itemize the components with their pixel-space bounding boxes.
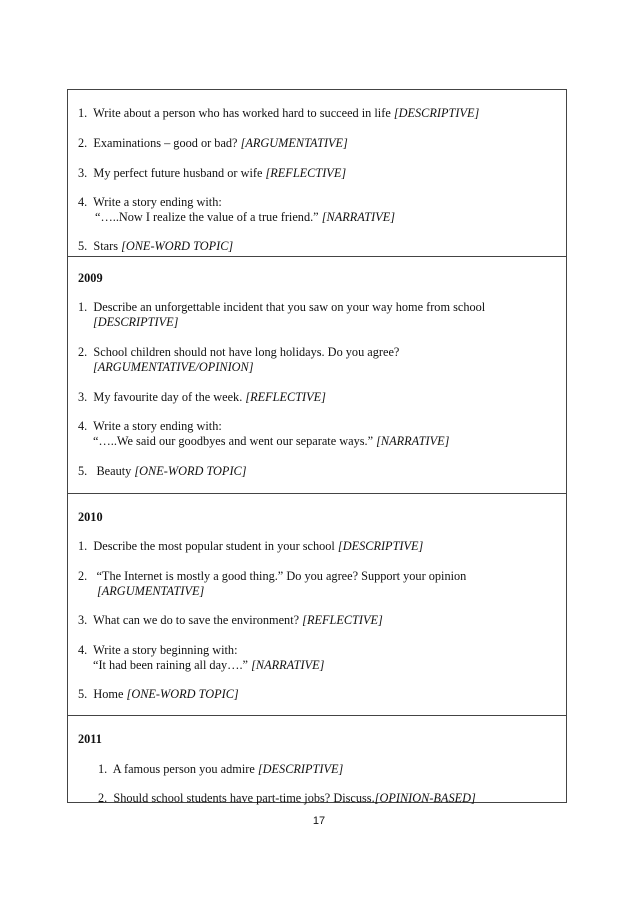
section-2009 [68, 256, 566, 493]
topic-item-continuation: “…..Now I realize the value of a true friend.” [NARRATIVE] [95, 210, 396, 224]
topic-item: 2. School children should not have long holidays. Do you agree? [78, 345, 400, 359]
topic-item: 5. Home [ONE-WORD TOPIC] [78, 687, 239, 701]
topic-item: 5. Beauty [ONE-WORD TOPIC] [78, 464, 247, 478]
topics-table [67, 89, 567, 803]
section-continued [68, 90, 566, 256]
section-2011 [68, 715, 566, 805]
topic-item: 1. Describe the most popular student in your school [DESCRIPTIVE] [78, 539, 424, 553]
year-heading: 2011 [78, 732, 102, 746]
topic-item: 2. Examinations – good or bad? [ARGUMENTATIVE] [78, 136, 348, 150]
topic-item-continuation: “…..We said our goodbyes and went our separate ways.” [NARRATIVE] [93, 434, 450, 448]
topic-item: 2. Should school students have part-time jobs? Discuss.[OPINION-BASED] [98, 791, 476, 805]
year-heading: 2010 [78, 510, 103, 524]
topic-item: 3. What can we do to save the environment? [REFLECTIVE] [78, 613, 383, 627]
page-number: 17 [312, 815, 326, 827]
topic-item: 4. Write a story ending with: [78, 419, 222, 433]
topic-item: 5. Stars [ONE-WORD TOPIC] [78, 239, 234, 253]
topic-item: 1. A famous person you admire [DESCRIPTIVE] [98, 762, 344, 776]
topic-tag: [ARGUMENTATIVE/OPINION] [93, 360, 254, 374]
topic-item: 4. Write a story beginning with: [78, 643, 238, 657]
topic-tag: [ARGUMENTATIVE] [97, 584, 205, 598]
topic-item: 4. Write a story ending with: [78, 195, 222, 209]
topic-item: 1. Describe an unforgettable incident that you saw on your way home from school [78, 300, 486, 314]
topic-item: 3. My favourite day of the week. [REFLECTIVE] [78, 390, 326, 404]
topic-item: 3. My perfect future husband or wife [REFLECTIVE] [78, 166, 347, 180]
topic-item: 2. “The Internet is mostly a good thing.” Do you agree? Support your opinion [78, 569, 467, 583]
year-heading: 2009 [78, 271, 103, 285]
topic-item: 1. Write about a person who has worked hard to succeed in life [DESCRIPTIVE] [78, 106, 480, 120]
topic-tag: [DESCRIPTIVE] [93, 315, 179, 329]
topic-item-continuation: “It had been raining all day….” [NARRATIVE] [93, 658, 325, 672]
section-2010 [68, 493, 566, 715]
